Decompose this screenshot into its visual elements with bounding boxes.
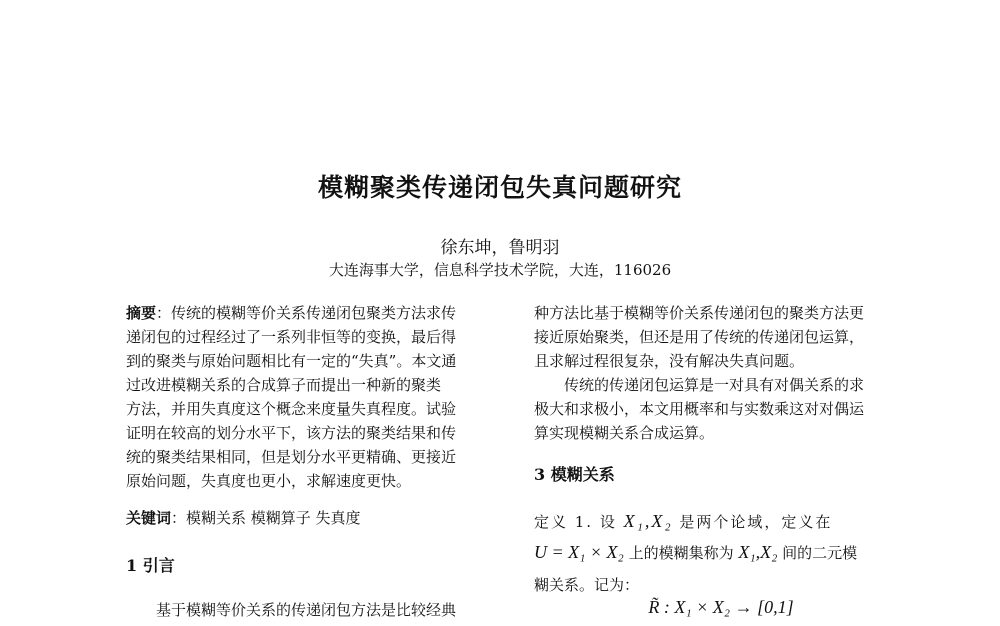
paragraph-line: 且求解过程很复杂，没有解决失真问题。 <box>534 352 805 370</box>
right-column-text <box>534 301 908 445</box>
abstract-line: 方法，并用失真度这个概念来度量失真程度。试验 <box>126 400 457 418</box>
abstract-line: 原始问题，失真度也更小，求解速度更快。 <box>126 472 412 490</box>
keywords-line <box>126 507 361 528</box>
section-heading-fuzzy-relation: 3 模糊关系 <box>534 465 615 484</box>
definition-text: 定义 1. 设 <box>534 513 624 531</box>
math-variables: X₁,X₂ <box>623 511 673 531</box>
paper-title: 模糊聚类传递闭包失真问题研究 <box>317 173 682 202</box>
paragraph-line: 算实现模糊关系合成运算。 <box>534 424 715 442</box>
definition-text: 上的模糊集称为 <box>623 544 739 562</box>
definition-line: 糊关系。记为： <box>534 576 640 594</box>
abstract-line <box>126 301 506 325</box>
keywords-label: 关键词 <box>126 509 172 527</box>
keywords-text: ：模糊关系 模糊算子 失真度 <box>171 509 361 527</box>
abstract-text: ：传统的模糊等价关系传递闭包聚类方法求传 <box>156 304 457 322</box>
abstract-line: 统的聚类结果相同，但是划分水平更精确、更接近 <box>126 448 457 466</box>
abstract-line: 到的聚类与原始问题相比有一定的“失真”。本文通 <box>126 352 457 370</box>
relation-formula <box>534 597 908 618</box>
formula-text: R̃ : X₁ × X₂ → [0,1] <box>648 597 794 617</box>
abstract-line: 证明在较高的划分水平下，该方法的聚类结果和传 <box>126 424 457 442</box>
paragraph-line: 种方法比基于模糊等价关系传递闭包的聚类方法更 <box>534 304 865 322</box>
math-expression: U = X₁ × X₂ <box>534 542 624 562</box>
definition-text: 是两个论域，定义在 <box>672 513 833 531</box>
abstract-label: 摘要 <box>126 304 157 322</box>
paper-authors: 徐东坤，鲁明羽 <box>440 238 560 258</box>
abstract-block <box>126 301 506 493</box>
definition-text: 间的二元模 <box>777 544 858 562</box>
paper-affiliation: 大连海事大学，信息科学技术学院，大连，116026 <box>328 261 672 279</box>
abstract-line: 过改进模糊关系的合成算子而提出一种新的聚类 <box>126 376 442 394</box>
paragraph-line: 传统的传递闭包运算是一对具有对偶关系的求 <box>564 376 865 394</box>
math-variables: X₁,X₂ <box>738 542 778 562</box>
definition-line <box>534 511 908 532</box>
paragraph-line: 接近原始聚类，但还是用了传统的传递闭包运算， <box>534 328 865 346</box>
introduction-first-line: 基于模糊等价关系的传递闭包方法是比较经典 <box>156 601 457 619</box>
definition-line <box>534 542 908 563</box>
abstract-line: 递闭包的过程经过了一系列非恒等的变换，最后得 <box>126 328 457 346</box>
paragraph-line: 极大和求极小，本文用概率和与实数乘这对对偶运 <box>534 400 865 418</box>
section-heading-introduction: 1 引言 <box>126 556 175 575</box>
